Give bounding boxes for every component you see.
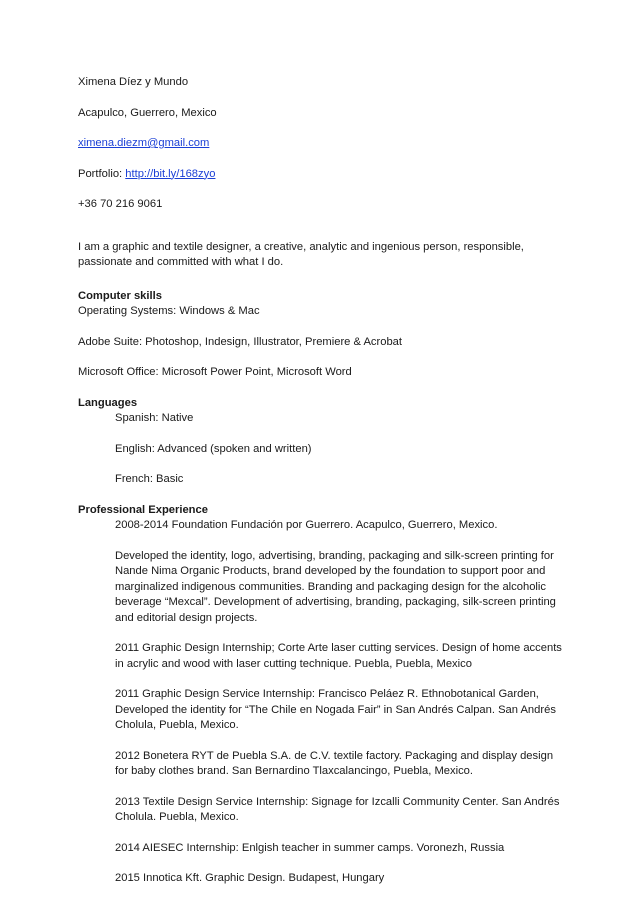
contact-name: Ximena Díez y Mundo: [78, 76, 189, 88]
language-item: Spanish: Native: [115, 412, 194, 424]
languages-section: [78, 396, 562, 488]
experience-title: Professional Experience: [78, 503, 208, 516]
portfolio-link[interactable]: http://bit.ly/168zyo: [125, 167, 216, 180]
skill-item: Operating Systems: Windows & Mac: [78, 305, 260, 317]
experience-section: [78, 503, 562, 887]
experience-item: 2011 Graphic Design Service Internship: Francisco Peláez R. Ethnobotanical Garden, Developed the identity for “The Chile en Nogada Fair” in San Andrés Calpan. San Andrés Cholula, Puebla, Mexico.: [115, 688, 556, 731]
experience-item: 2012 Bonetera RYT de Puebla S.A. de C.V. textile factory. Packaging and display design for baby clothes brand. San Bernardino Tlaxcalancingo, Puebla, Mexico.: [115, 749, 554, 777]
experience-item: 2014 AIESEC Internship: Enlgish teacher in summer camps. Voronezh, Russia: [115, 841, 505, 854]
email-link[interactable]: ximena.diezm@gmail.com: [78, 137, 210, 149]
contact-phone: +36 70 216 9061: [78, 198, 163, 210]
computer-skills-title: Computer skills: [78, 289, 162, 302]
language-item: English: Advanced (spoken and written): [115, 442, 312, 455]
computer-skills-section: [78, 289, 562, 381]
languages-title: Languages: [78, 396, 138, 409]
skill-item: Adobe Suite: Photoshop, Indesign, Illustrator, Premiere & Acrobat: [78, 335, 403, 348]
experience-item: 2011 Graphic Design Internship; Corte Arte laser cutting services. Design of home accents in acrylic and wood with laser cutting technique. Puebla, Puebla, Mexico: [115, 642, 562, 670]
intro-paragraph: I am a graphic and textile designer, a creative, analytic and ingenious person, responsible, passionate and committed with what I do.: [78, 240, 524, 268]
experience-item: 2013 Textile Design Service Internship: Signage for Izcalli Community Center. San Andrés Cholula. Puebla, Mexico.: [115, 795, 560, 823]
skill-item: Microsoft Office: Microsoft Power Point, Microsoft Word: [78, 366, 352, 378]
languages-list: [78, 411, 562, 488]
contact-portfolio-row: [78, 167, 562, 183]
contact-block: [78, 75, 562, 213]
experience-list: [78, 518, 562, 887]
contact-location: Acapulco, Guerrero, Mexico: [78, 106, 217, 119]
contact-email-row: [78, 136, 562, 152]
experience-item: 2008-2014 Foundation Fundación por Guerrero. Acapulco, Guerrero, Mexico.: [115, 519, 498, 531]
language-item: French: Basic: [115, 473, 184, 485]
experience-item: 2015 Innotica Kft. Graphic Design. Budapest, Hungary: [115, 872, 385, 884]
experience-item: Developed the identity, logo, advertising, branding, packaging and silk-screen printing for Nande Nima Organic Products, brand developed by the foundation to support poor and marginalized indigenous communities. Branding and packaging design for the alcoholic beverage “Mexcal”. Development of advertising, branding, packaging, silk-screen printing and editorial design projects.: [115, 549, 556, 624]
portfolio-label: Portfolio:: [78, 167, 126, 180]
computer-skills-list: [78, 304, 562, 381]
